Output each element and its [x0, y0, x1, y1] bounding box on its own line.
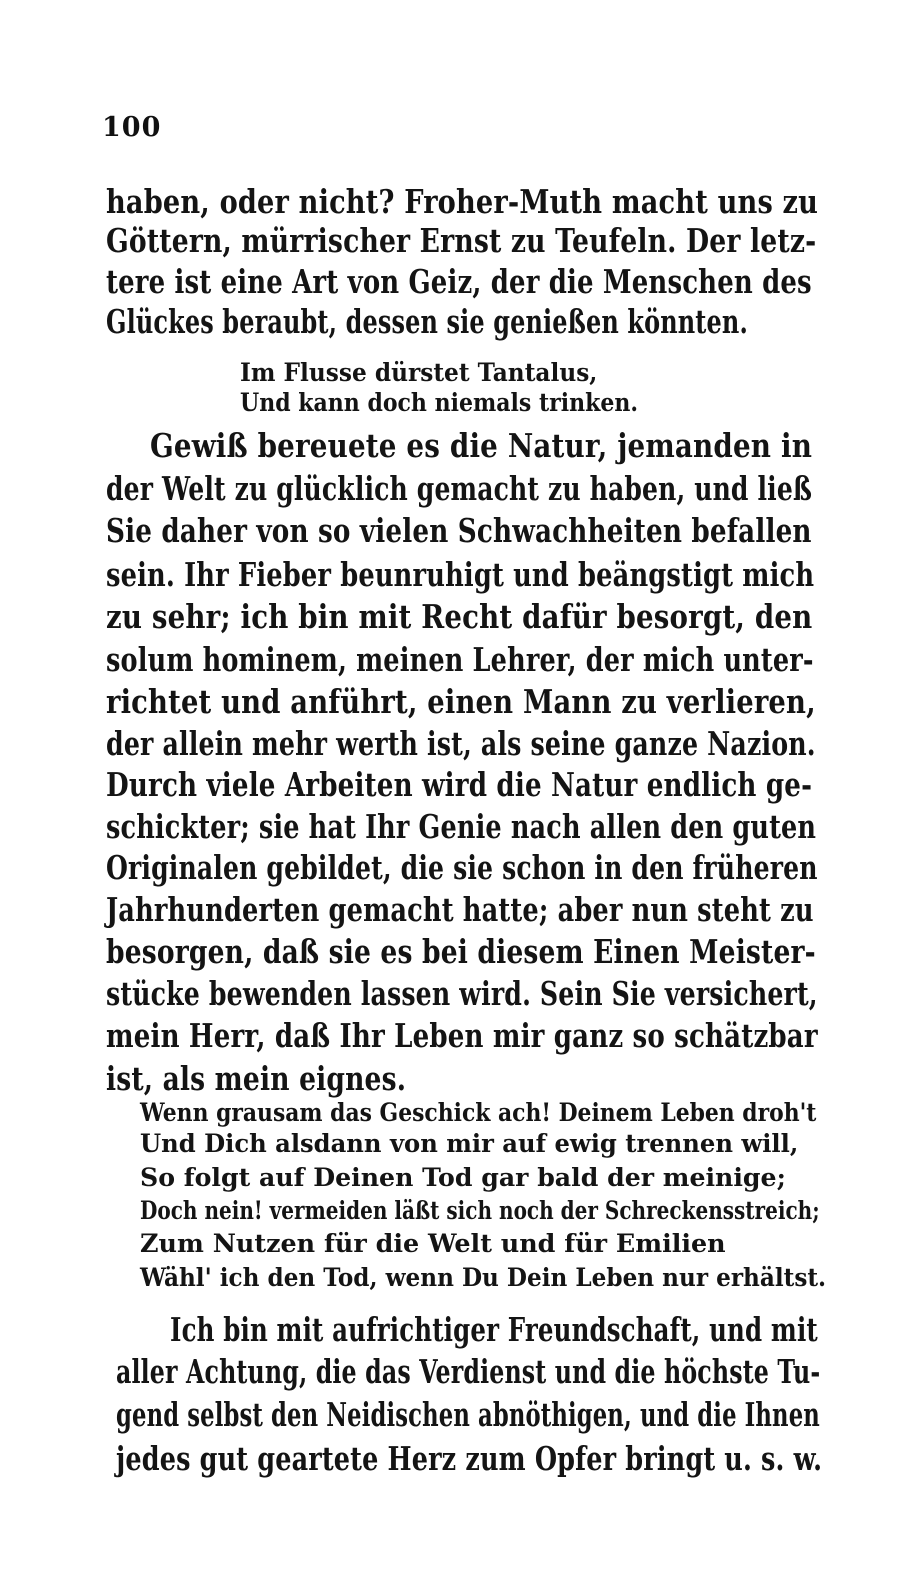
text-line: der Welt zu glücklich gemacht zu haben, und ließ [106, 469, 813, 508]
verse-line: Und kann doch niemals trinken. [240, 388, 639, 417]
text-line: Gewiß bereuete es die Natur, jemanden in [150, 426, 813, 465]
text-line: sein. Ihr Fieber beunruhigt und beängstigt mich [106, 555, 815, 594]
text-line: schickter; sie hat Ihr Genie nach allen den guten [106, 807, 817, 846]
verse-line: Im Flusse dürstet Tantalus, [240, 358, 598, 387]
text-line: Sie daher von so vielen Schwachheiten befallen [106, 511, 812, 550]
text-line: ist, als mein eignes. [106, 1059, 407, 1098]
text-line: tere ist eine Art von Geiz, der die Menschen des [106, 262, 812, 301]
verse-line: Und Dich alsdann von mir auf ewig trennen will, [140, 1129, 799, 1158]
page-number: 100 [102, 112, 162, 143]
text-line: solum hominem, meinen Lehrer, der mich unter- [106, 640, 814, 679]
text-line: Jahrhunderten gemacht hatte; aber nun steht zu [106, 890, 814, 929]
text-line: jedes gut geartete Herz zum Opfer bringt u. s. w. [116, 1439, 823, 1478]
verse-line: Wähl' ich den Tod, wenn Du Dein Leben nur erhältst. [140, 1263, 827, 1292]
text-line: Durch viele Arbeiten wird die Natur endlich ge- [106, 765, 813, 804]
verse-line: Zum Nutzen für die Welt und für Emilien [140, 1229, 726, 1258]
text-line: Originalen gebildet, die sie schon in den früheren [106, 848, 818, 887]
text-line: aller Achtung, die das Verdienst und die höchste Tu- [116, 1352, 821, 1391]
verse-line: Wenn grausam das Geschick ach! Deinem Leben droh't [140, 1098, 817, 1127]
text-line: gend selbst den Neidischen abnöthigen, und die Ihnen [116, 1395, 820, 1434]
text-line: besorgen, daß sie es bei diesem Einen Meister- [106, 932, 816, 971]
text-line: stücke bewenden lassen wird. Sein Sie versichert, [106, 974, 818, 1013]
text-line: richtet und anführt, einen Mann zu verlieren, [106, 682, 816, 721]
text-line: der allein mehr werth ist, als seine ganze Nazion. [106, 724, 816, 763]
verse-line: Doch nein! vermeiden läßt sich noch der Schreckensstreich; [140, 1196, 820, 1225]
text-line: Ich bin mit aufrichtiger Freundschaft, und mit [170, 1310, 818, 1349]
text-line: haben, oder nicht? Froher-Muth macht uns zu [106, 182, 819, 221]
verse-line: So folgt auf Deinen Tod gar bald der meinige; [140, 1163, 786, 1192]
text-line: zu sehr; ich bin mit Recht dafür besorgt, den [106, 597, 813, 636]
text-line: Glückes beraubt, dessen sie genießen könnten. [106, 302, 748, 341]
text-line: mein Herr, daß Ihr Leben mir ganz so schätzbar [106, 1016, 818, 1055]
text-line: Göttern, mürrischer Ernst zu Teufeln. Der letz- [106, 221, 817, 260]
